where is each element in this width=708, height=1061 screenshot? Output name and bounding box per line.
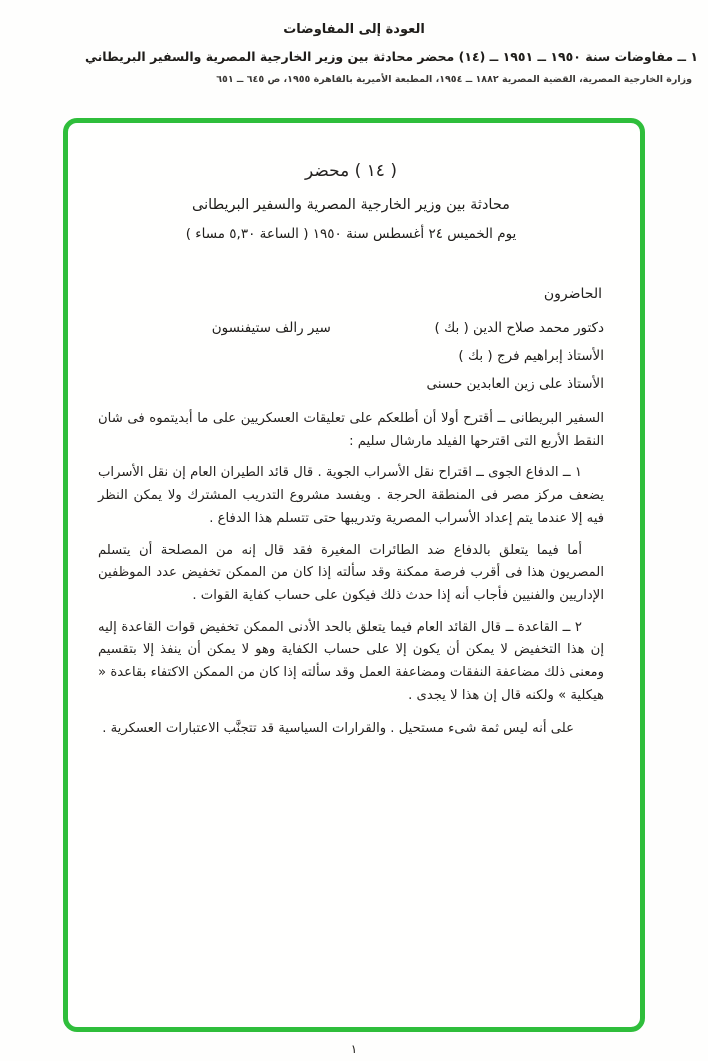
back-to-negotiations-title: العودة إلى المفاوضات bbox=[283, 22, 425, 37]
paragraph-closing-remark: على أنه ليس ثمة شىء مستحيل . والقرارات السياسية قد تتجنَّب الاعتبارات العسكرية . bbox=[102, 721, 574, 737]
paragraph-the-base: ٢ ــ القاعدة ــ قال القائد العام فيما يتعلق بالحد الأدنى الممكن تخفيض قوات القاعدة إليه إن هذا التخفيض لا يمكن أن يكون إلا على حساب الكفاية وهو لا يمكن أن ينفذ إلا بتقسيم ومعنى ذلك مضاعفة النفقات ومضاعفة العمل وقد سألته إذا كان من الممكن الاكتفاء بقاعدة « هيكلية » ولكنه قال إن هذا لا يجدى . bbox=[98, 619, 604, 703]
attendee-name-egyptian-1: دكتور محمد صلاح الدين ( بك ) bbox=[434, 320, 604, 336]
page-number: ١ bbox=[350, 1042, 358, 1056]
paragraph-raiding-aircraft: أما فيما يتعلق بالدفاع ضد الطائرات المغيرة فقد قال إنه من المصلحة أن يتسلم المصريون هذا فى أقرب فرصة ممكنة وقد سألته إذا كان من الممكن تخفيض عدد الموظفين الإداريين والفنيين فأجاب أنه إذا حدث ذلك فيكون على حساب كفاية القوات . bbox=[98, 542, 604, 603]
attendee-name-egyptian-2: الأستاذ إبراهيم فرج ( بك ) bbox=[458, 348, 604, 364]
document-body bbox=[98, 408, 604, 741]
citation-line-2: وزارة الخارجية المصرية، القضية المصرية ١٨٨٢ ــ ١٩٥٤، المطبعة الأميرية بالقاهرة ١٩٥٥، ص ٦٤٥ ــ ٦٥١ bbox=[216, 74, 692, 85]
attendees-heading: الحاضرون bbox=[543, 286, 602, 302]
attendee-row bbox=[98, 320, 604, 336]
attendee-name-egyptian-3: الأستاذ على زين العابدين حسنى bbox=[426, 376, 604, 392]
attendees-list bbox=[98, 320, 604, 392]
attendee-name-british-1: سير رالف ستيفنسون bbox=[211, 320, 331, 336]
citation-line-1: ١ ــ مفاوضات سنة ١٩٥٠ ــ ١٩٥١ ــ (١٤) محضر محادثة بين وزير الخارجية المصرية والسفير البريطاني bbox=[84, 49, 698, 64]
paragraph-british-ambassador: السفير البريطانى ــ أقترح أولا أن أطلعكم على تعليقات العسكريين على ما أبديتموه فى شان النقط الأربع التى اقترحها الفيلد مارشال سليم : bbox=[98, 411, 604, 449]
document-scan-frame bbox=[63, 118, 645, 1032]
document-date-line: يوم الخميس ٢٤ أغسطس سنة ١٩٥٠ ( الساعة ٥,٣٠ مساء ) bbox=[185, 226, 517, 242]
paragraph-air-defense: ١ ــ الدفاع الجوى ــ اقتراح نقل الأسراب الجوية . قال قائد الطيران العام إن نقل الأسراب يضعف مركز مصر فى المنطقة الحرجة . ويفسد مشروع التدريب المشترك ولا يمكن النظر فيه إلا عندما يتم إعداد الأسراب المصرية وتدريبها حتى تتسلم هذا الدفاع . bbox=[98, 465, 604, 526]
document-title: ( ١٤ ) محضر bbox=[305, 161, 397, 181]
attendee-row bbox=[98, 376, 604, 392]
document-subtitle: محادثة بين وزير الخارجية المصرية والسفير البريطانى bbox=[192, 197, 510, 213]
attendee-row bbox=[98, 348, 604, 364]
